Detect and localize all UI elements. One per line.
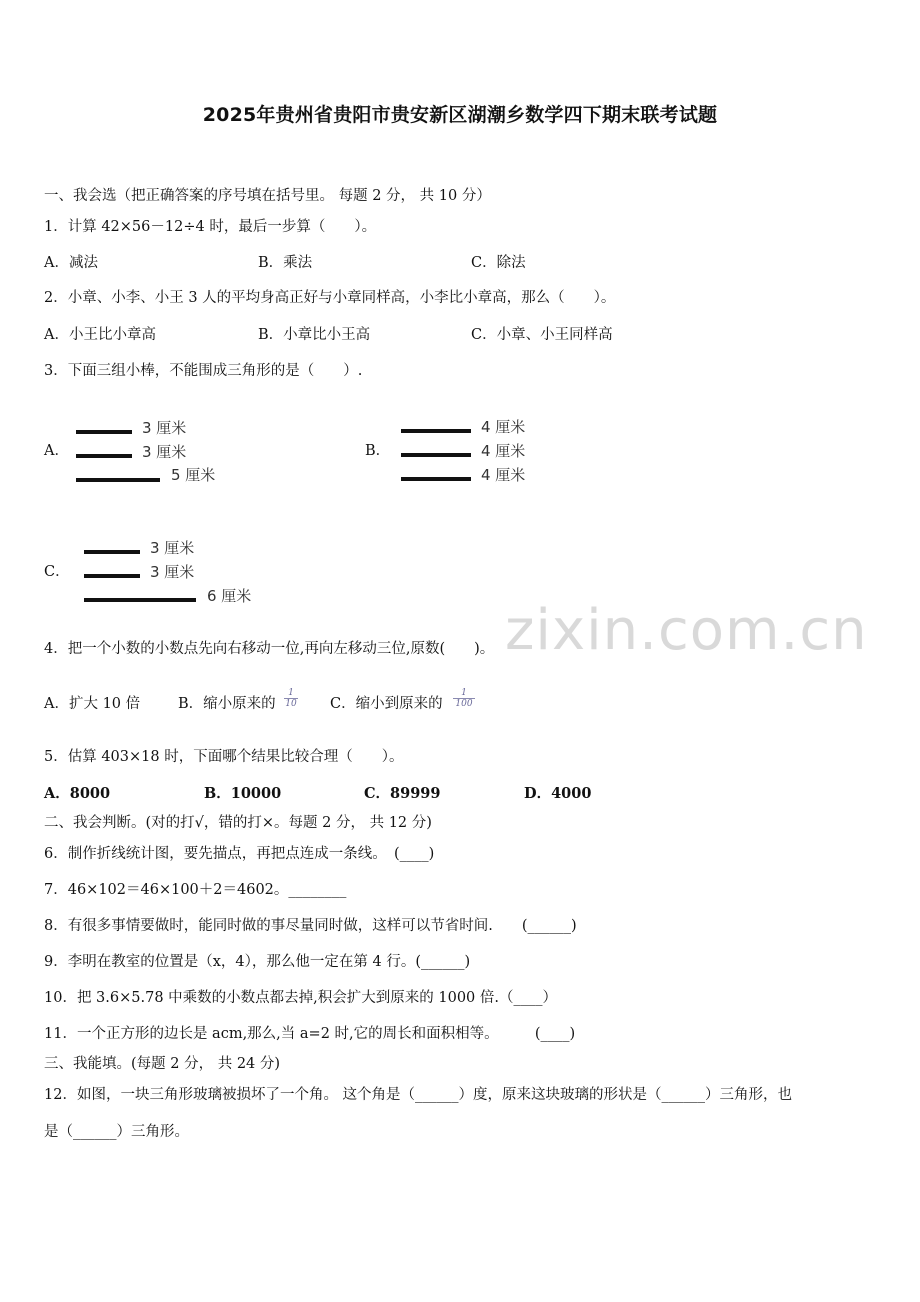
q3-option-a-label: A． [44,443,69,459]
q5-option-d: D．4000 [524,785,592,802]
q4-option-a: A．扩大 10 倍 [44,696,141,712]
q5-stem: 5．估算 403×18 时，下面哪个结果比较合理（ ）。 [44,749,404,765]
q5-option-a: A．8000 [44,785,111,802]
q3-b-stick-3 [401,477,471,481]
q2-option-a: A．小王比小章高 [44,327,156,343]
q3-c-stick-3 [84,598,196,602]
q2-option-c: C．小章、小王同样高 [471,327,613,343]
q4-b-fraction-denominator: 10 [285,699,297,709]
q3-c-length-3: 6 厘米 [207,587,252,605]
q1-option-c: C．除法 [471,255,526,271]
q4-option-c: C．缩小到原来的 [330,696,443,712]
q12-line-2: 是（______）三角形。 [44,1124,189,1140]
q4-b-fraction [284,688,298,709]
q3-a-length-3: 5 厘米 [171,466,216,484]
section-2-heading: 二、我会判断。(对的打√，错的打×。每题 2 分， 共 12 分) [44,815,432,831]
q5-option-c: C．89999 [364,785,441,802]
q1-stem: 1．计算 42×56－12÷4 时，最后一步算（ ）。 [44,219,377,235]
q3-b-stick-1 [401,429,471,433]
q6-statement: 6．制作折线统计图，要先描点，再把点连成一条线。 (____) [44,846,435,862]
section-1-heading: 一、我会选（把正确答案的序号填在括号里。 每题 2 分， 共 10 分） [44,188,491,204]
q4-option-b: B．缩小原来的 [178,696,276,712]
q3-c-length-2: 3 厘米 [150,563,195,581]
q4-b-fraction-numerator: 1 [284,688,298,699]
q3-c-stick-1 [84,550,140,554]
q3-option-c-label: C． [44,564,70,580]
q3-c-stick-2 [84,574,140,578]
section-3-heading: 三、我能填。(每题 2 分， 共 24 分) [44,1056,281,1072]
page-title: 2025年贵州省贵阳市贵安新区湖潮乡数学四下期末联考试题 [202,104,718,126]
q8-statement: 8．有很多事情要做时，能同时做的事尽量同时做，这样可以节省时间. (______) [44,918,577,934]
q3-a-stick-2 [76,454,132,458]
q3-c-length-1: 3 厘米 [150,539,195,557]
q3-b-length-3: 4 厘米 [481,466,526,484]
q3-b-length-2: 4 厘米 [481,442,526,460]
q12-line-1: 12．如图，一块三角形玻璃被损坏了一个角。 这个角是（______）度，原来这块玻璃的形状是（______）三角形，也 [44,1087,793,1103]
q1-option-a: A．减法 [44,255,98,271]
q4-stem: 4．把一个小数的小数点先向右移动一位,再向左移动三位,原数( )。 [44,641,495,657]
q11-statement: 11．一个正方形的边长是 acm,那么,当 a=2 时,它的周长和面积相等。 (____) [44,1026,576,1042]
q3-stem: 3．下面三组小棒，不能围成三角形的是（ ）. [44,363,363,379]
q5-option-b: B．10000 [204,785,282,802]
watermark: zixin.com.cn [505,598,868,663]
q10-statement: 10．把 3.6×5.78 中乘数的小数点都去掉,积会扩大到原来的 1000 倍.（____） [44,990,557,1006]
q7-statement: 7．46×102＝46×100＋2＝4602。________ [44,882,347,898]
q1-option-b: B．乘法 [258,255,313,271]
q2-stem: 2．小章、小李、小王 3 人的平均身高正好与小章同样高，小李比小章高，那么（ ）。 [44,290,616,306]
q3-a-length-1: 3 厘米 [142,419,187,437]
q3-a-stick-1 [76,430,132,434]
q3-b-stick-2 [401,453,471,457]
q4-c-fraction [453,688,475,709]
q4-c-fraction-denominator: 100 [455,699,473,709]
q2-option-b: B．小章比小王高 [258,327,371,343]
q9-statement: 9．李明在教室的位置是（x，4），那么他一定在第 4 行。(______) [44,954,471,970]
q3-b-length-1: 4 厘米 [481,418,526,436]
q3-option-b-label: B． [365,443,391,459]
q3-a-stick-3 [76,478,160,482]
q3-a-length-2: 3 厘米 [142,443,187,461]
q4-c-fraction-numerator: 1 [453,688,475,699]
